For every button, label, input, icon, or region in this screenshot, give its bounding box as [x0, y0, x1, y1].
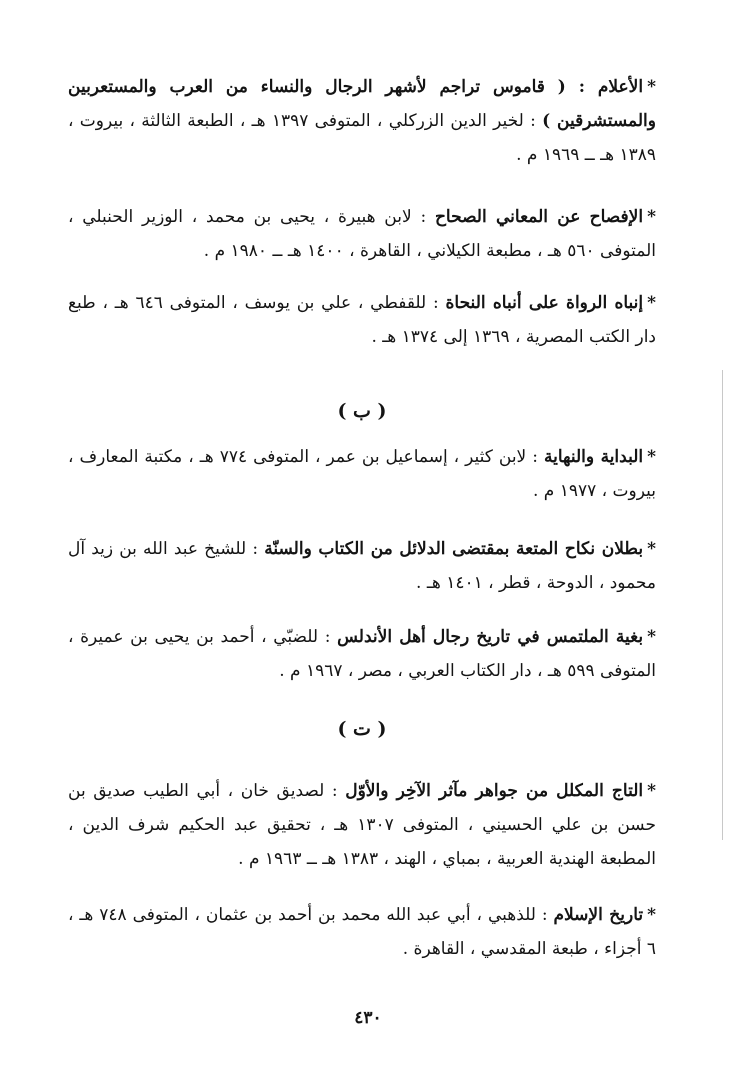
page-number: ٤٣٠	[354, 1008, 382, 1028]
scan-edge-line	[722, 370, 723, 840]
entry-bullet: *	[647, 539, 656, 559]
entry-details: : للشيخ عبد الله بن زيد آل محمود ، الدوحة ، قطر ، ١٤٠١ هـ .	[68, 539, 656, 593]
entry-title: بغية الملتمس في تاريخ رجال أهل الأندلس	[337, 627, 644, 647]
entry-details: : لابن كثير ، إسماعيل بن عمر ، المتوفى ٧٧٤ هـ ، مكتبة المعارف ، بيروت ، ١٩٧٧ م .	[68, 447, 656, 501]
entry-bullet: *	[647, 781, 656, 801]
bibliography-entry	[68, 774, 656, 876]
entry-details: : لخير الدين الزركلي ، المتوفى ١٣٩٧ هـ ، الطبعة الثالثة ، بيروت ، ١٣٨٩ هـ ــ ١٩٦٩ م .	[68, 111, 656, 165]
entry-bullet: *	[647, 207, 656, 227]
bibliography-entry	[68, 620, 656, 688]
bibliography-entry	[68, 898, 656, 966]
entry-details: : لابن هبيرة ، يحيى بن محمد ، الوزير الحنبلي ، المتوفى ٥٦٠ هـ ، مطبعة الكيلاني ، القاهرة ، ١٤٠٠ هـ ــ ١٩٨٠ م .	[68, 207, 656, 261]
entry-title: التاج المكلل من جواهر مآثر الآخِر والأوّل	[345, 781, 644, 801]
entry-title: الأعلام : ( قاموس تراجم لأشهر الرجال والنساء من العرب والمستعربين والمستشرقين )	[68, 77, 656, 131]
entry-title: إنباه الرواة على أنباه النحاة	[445, 293, 644, 313]
section-heading-ba: ( ب )	[337, 400, 387, 422]
section-heading-ta: ( ت )	[337, 718, 387, 740]
entry-title: تاريخ الإسلام	[553, 905, 644, 925]
entry-title: البداية والنهاية	[543, 447, 644, 467]
bibliography-entry	[68, 532, 656, 600]
entry-bullet: *	[647, 293, 657, 313]
bibliography-entry	[68, 286, 656, 354]
entry-title: بطلان نكاح المتعة بمقتضى الدلائل من الكتاب والسنّة	[264, 539, 644, 559]
entry-details: : للقفطي ، علي بن يوسف ، المتوفى ٦٤٦ هـ ، طبع دار الكتب المصرية ، ١٣٦٩ إلى ١٣٧٤ هـ .	[68, 293, 656, 347]
entry-details: : للضبّي ، أحمد بن يحيى بن عميرة ، المتوفى ٥٩٩ هـ ، دار الكتاب العربي ، مصر ، ١٩٦٧ م .	[68, 627, 656, 681]
entry-bullet: *	[647, 627, 657, 647]
entry-bullet: *	[647, 905, 656, 925]
entry-title: الإفصاح عن المعاني الصحاح	[434, 207, 644, 227]
entry-details: : لصديق خان ، أبي الطيب صديق بن حسن بن علي الحسيني ، المتوفى ١٣٠٧ هـ ، تحقيق عبد الحكيم شرف الدين ، المطبعة الهندية العربية ، بمباي ، الهند ، ١٣٨٣ هـ ــ ١٩٦٣ م .	[68, 781, 656, 869]
bibliography-entry	[68, 440, 656, 508]
bibliography-entry	[68, 70, 656, 172]
bibliography-entry	[68, 200, 656, 268]
entry-bullet: *	[647, 447, 656, 467]
entry-details: : للذهبي ، أبي عبد الله محمد بن أحمد بن عثمان ، المتوفى ٧٤٨ هـ ، ٦ أجزاء ، طبعة المقدسي ، القاهرة .	[68, 905, 656, 959]
entry-bullet: *	[647, 77, 656, 97]
